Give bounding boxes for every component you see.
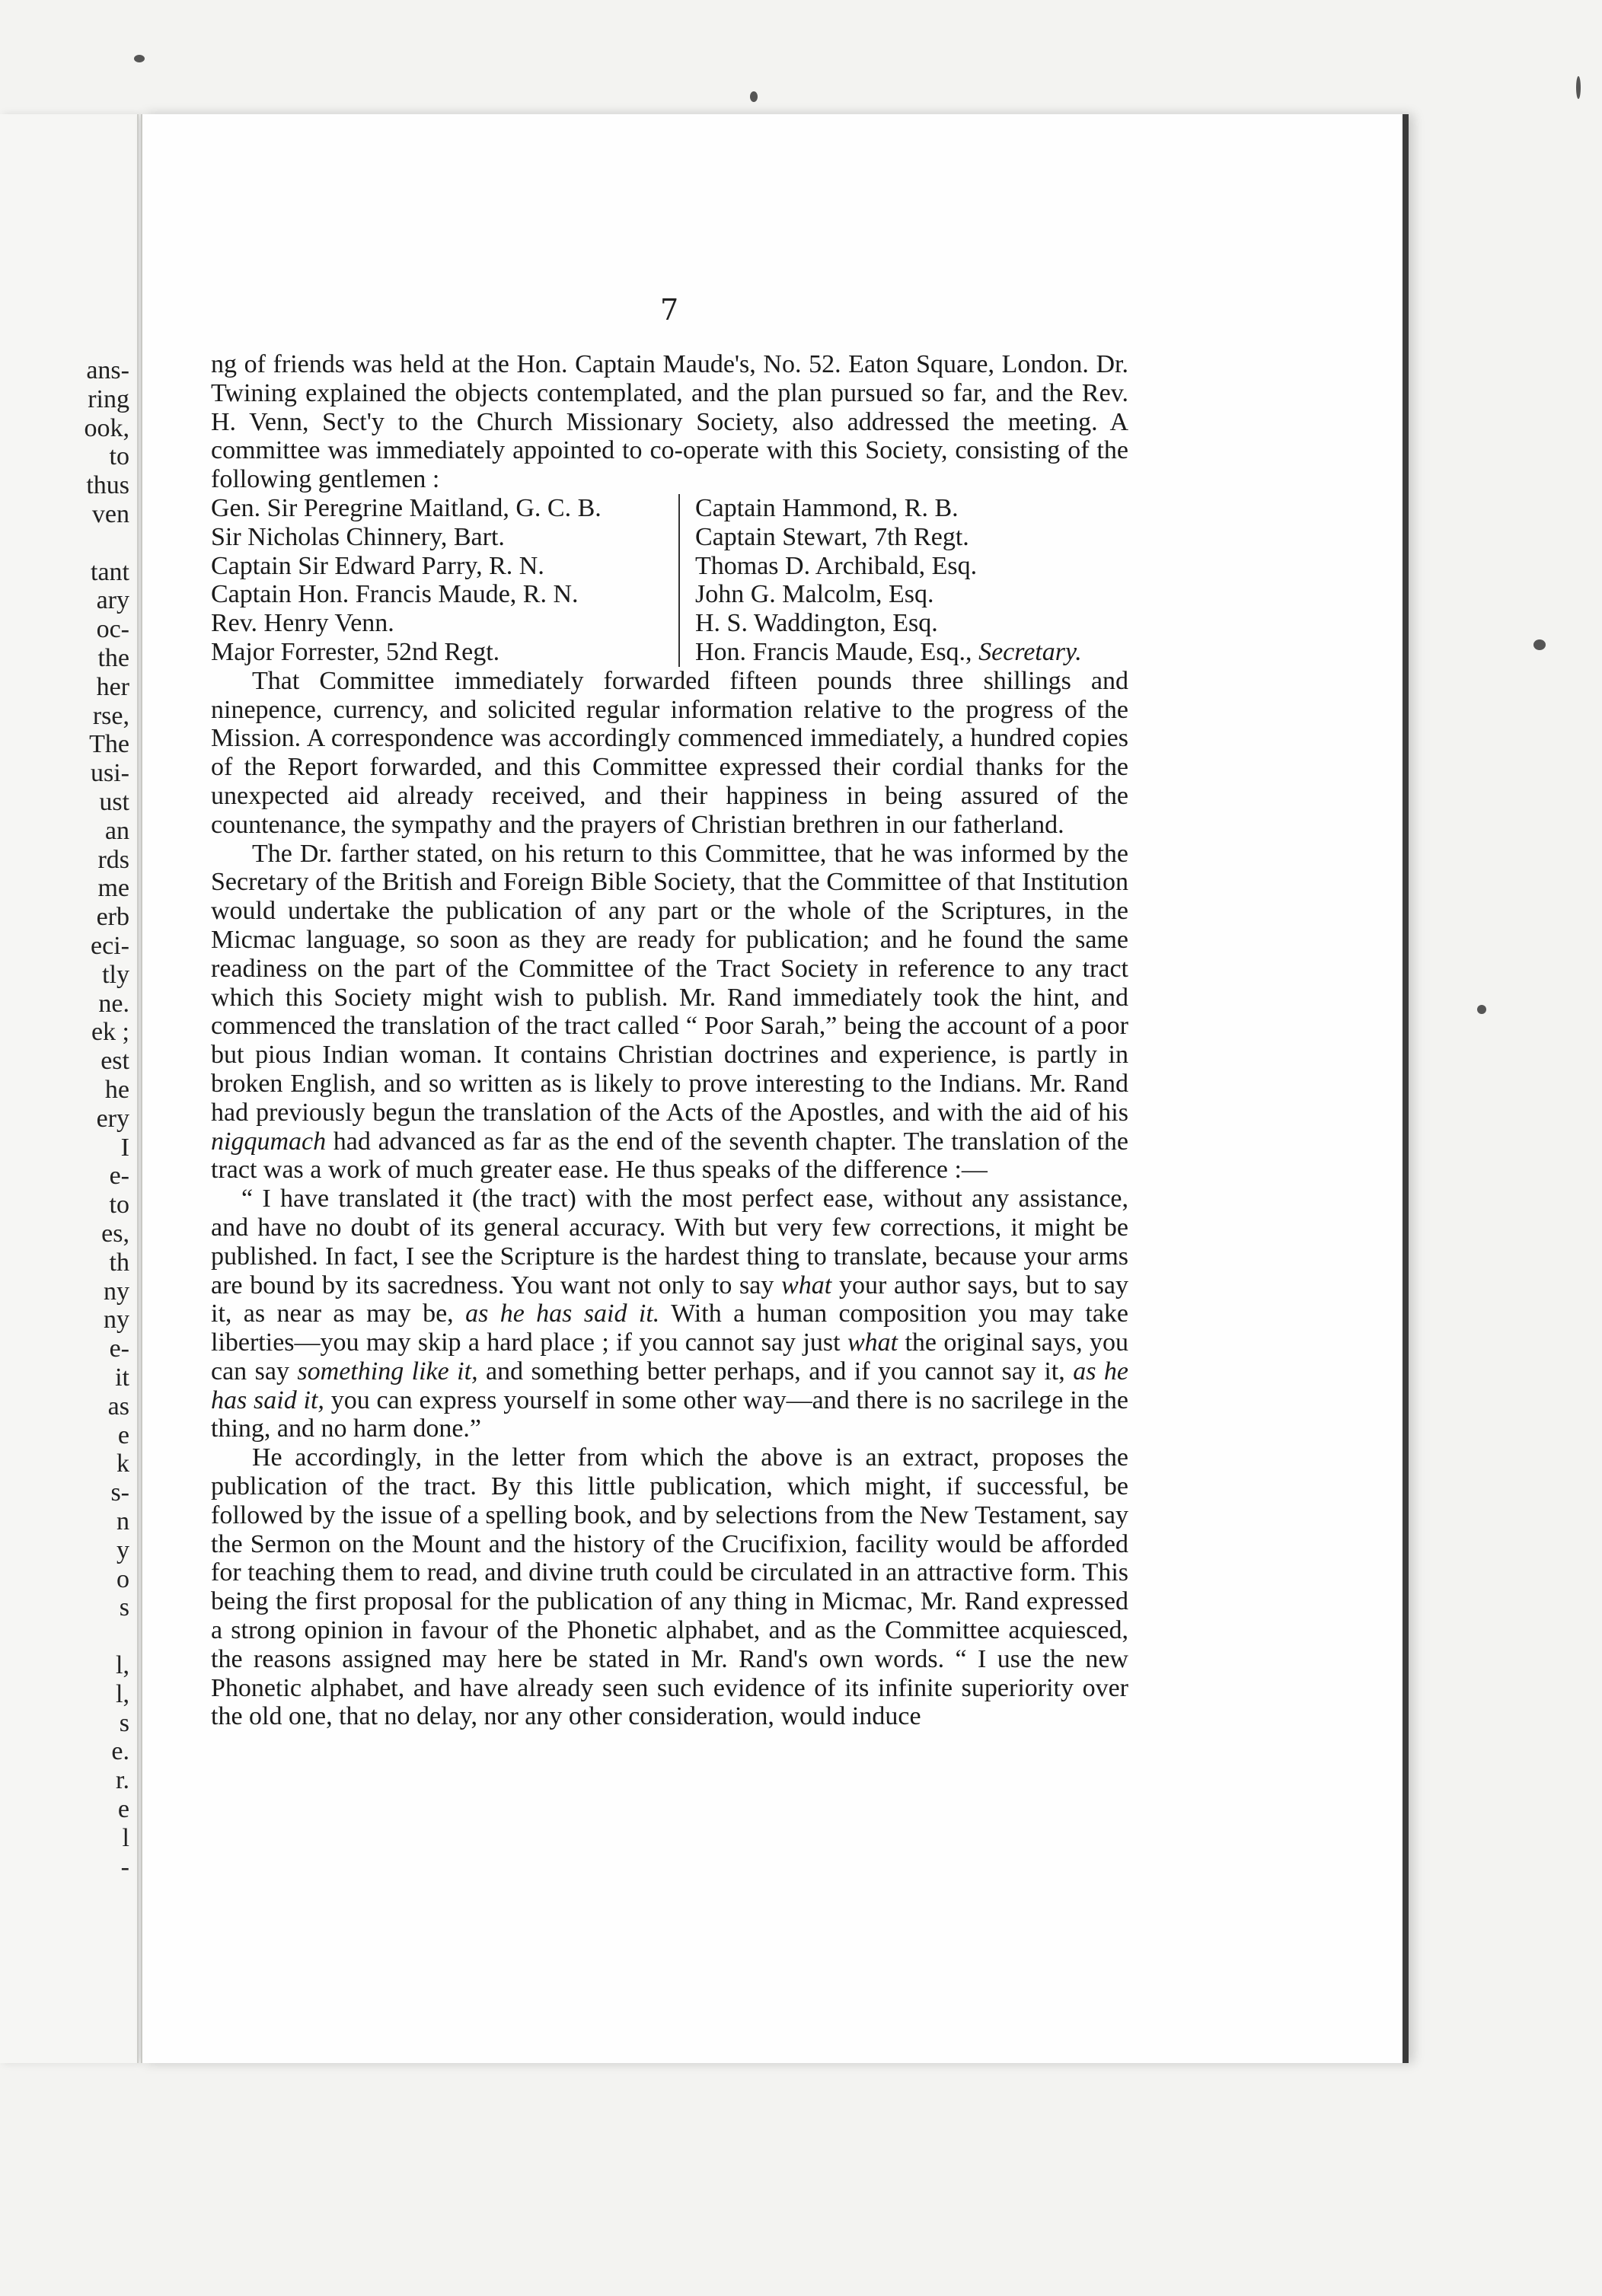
margin-fragment: her: [96, 672, 129, 701]
margin-fragment: e-: [109, 1162, 129, 1191]
margin-fragment: oc-: [96, 615, 129, 644]
margin-fragment: the: [97, 644, 129, 672]
previous-page-edge: [0, 114, 139, 2063]
committee-member: Captain Sir Edward Parry, R. N.: [211, 551, 544, 580]
margin-fragment: tant: [91, 557, 129, 586]
margin-fragment: usi-: [91, 759, 129, 788]
margin-fragment: e: [117, 1421, 129, 1449]
margin-fragment: ust: [99, 788, 129, 816]
margin-fragment: e: [117, 1795, 129, 1823]
margin-fragment: to: [109, 1191, 129, 1220]
margin-fragment: th: [109, 1248, 129, 1277]
margin-fragment: ring: [88, 384, 129, 413]
margin-fragment: l,: [116, 1679, 129, 1708]
margin-fragment: thus: [86, 471, 129, 500]
page-number: 7: [660, 293, 679, 327]
quote-text: your author says, but to say it, as near as may be,: [211, 1271, 1128, 1328]
margin-fragment: n: [116, 1507, 129, 1535]
quote-emphasis: what: [781, 1271, 832, 1299]
committee-member: Captain Hon. Francis Maude, R. N.: [211, 580, 579, 609]
margin-fragment: me: [97, 874, 129, 903]
paragraph-text: had advanced as far as the end of the seventh chapter. The translation of the tract was a work of much greater ease. He thus speaks of the difference :—: [211, 1127, 1128, 1185]
quote-text: With a human composition you may take liberties—you may skip a hard place ; if you cannot say just: [211, 1299, 1128, 1357]
dust-speck: [134, 55, 145, 62]
margin-fragment: eci-: [91, 932, 129, 960]
margin-fragment: ary: [96, 586, 129, 615]
committee-right-column: [680, 494, 1128, 667]
committee-member: John G. Malcolm, Esq.: [695, 580, 934, 609]
dust-speck: [1477, 1005, 1486, 1014]
committee-member: Thomas D. Archibald, Esq.: [695, 551, 978, 580]
margin-fragment: y: [116, 1535, 129, 1564]
paragraph-phonetic-alphabet: He accordingly, in the letter from which the above is an extract, proposes the publication of the tract. By this little publication, which might, if successful, be followed by the issue of a spelling book, and by selections from the New Testament, say the Sermon on the Mount and the history of the Crucifixion, facility would be afforded for teaching them to read, and divine truth could be circulated in an attractive form. This being the first proposal for the publication of any thing in Micmac, Mr. Rand expressed a strong opinion in favour of the Phonetic alphabet, and as the Committee acquiesced, the reasons assigned may here be stated in Mr. Rand's own words. “ I use the new Phonetic alphabet, and have already seen such evidence of its infinite superiority over the old one, that no delay, nor any other consideration, would induce: [211, 1443, 1128, 1731]
committee-member: Major Forrester, 52nd Regt.: [211, 637, 500, 666]
margin-fragment: e.: [111, 1737, 129, 1766]
margin-fragment: -: [120, 1852, 129, 1881]
margin-fragment: k: [116, 1449, 129, 1478]
margin-fragment: rse,: [92, 701, 129, 730]
margin-fragment: est: [101, 1047, 129, 1076]
quote-emphasis: what: [847, 1328, 898, 1357]
paragraph-committee-funds: That Committee immediately forwarded fifteen pounds three shillings and ninepence, currency, and solicited regular information relative to the progress of the Mission. A correspondence was accordingly commenced immediately, a hundred copies of the Report forwarded, and this Committee expressed their cordial thanks for the unexpected aid already received, and their happiness in being assured of the countenance, the sympathy and the prayers of Christian brethren in our fatherland.: [211, 666, 1128, 839]
paragraph-text: The Dr. farther stated, on his return to this Committee, that he was informed by the Secretary of the British and Foreign Bible Society, that the Committee of that Institution would undertake the publication of any part or the whole of the Scriptures, in the Micmac language, so soon as they are ready for publication; and he found the same readiness on the part of the Committee of the Tract Society in reference to any tract which this Society might wish to publish. Mr. Rand immediately took the hint, and commenced the translation of the tract called “ Poor Sarah,” being the account of a poor but pious Indian woman. It contains Christian doctrines and experience, is partly in broken English, and so written as is likely to prove interesting to the Indians. Mr. Rand had previously begun the translation of the Acts of the Apostles, and with the aid of his: [211, 839, 1128, 1127]
margin-fragment: e-: [109, 1335, 129, 1363]
margin-fragment: I: [120, 1133, 129, 1162]
page-body: [211, 350, 1128, 1731]
dust-speck: [1533, 639, 1546, 650]
committee-member: Sir Nicholas Chinnery, Bart.: [211, 522, 505, 551]
margin-fragment: it: [115, 1363, 129, 1392]
margin-fragment: es,: [101, 1220, 129, 1248]
quote-text: “ I have translated it (the tract) with the most perfect ease, without any assistance, and have no doubt of its general accuracy. With but very few corrections, it might be published. In fact, I see the Scripture is the hardest thing to translate, because your arms are bound by its sacredness. You want not only to say: [211, 1185, 1128, 1299]
quote-emphasis: as he has said it,: [211, 1357, 1128, 1414]
margin-fragment: ny: [104, 1277, 129, 1306]
margin-fragment: ny: [104, 1306, 129, 1335]
margin-fragment: The: [89, 730, 129, 759]
committee-member: H. S. Waddington, Esq.: [695, 609, 938, 638]
margin-fragment: ek ;: [91, 1018, 129, 1047]
margin-fragment: l: [122, 1823, 129, 1852]
committee-left-column: [211, 494, 680, 667]
quote-text: and something better perhaps, and if you cannot say it,: [477, 1357, 1074, 1386]
quotation-paragraph: [211, 1185, 1128, 1443]
margin-fragment: s-: [110, 1478, 129, 1507]
quote-text: the original says, you can say: [211, 1328, 1129, 1386]
committee-list: [211, 494, 1128, 667]
margin-fragment: s: [119, 1708, 129, 1737]
intro-paragraph: ng of friends was held at the Hon. Captain Maude's, No. 52. Eaton Square, London. Dr. Twining explained the objects contemplated, and the plan pursued so far, and the Rev. H. Venn, Sect'y to the Church Missionary Society, also addressed the meeting. A committee was immediately appointed to co-operate with this Society, consisting of the following gentlemen :: [211, 350, 1128, 494]
committee-member: Gen. Sir Peregrine Maitland, G. C. B.: [211, 493, 602, 522]
margin-fragment: he: [104, 1076, 129, 1104]
committee-secretary: [695, 638, 1128, 667]
committee-member: Captain Hammond, R. B.: [695, 493, 959, 522]
margin-fragment: ery: [96, 1104, 129, 1133]
margin-fragment: o: [116, 1564, 129, 1593]
margin-fragment: erb: [96, 903, 129, 932]
quote-emphasis: something like it,: [297, 1357, 478, 1386]
margin-fragment: tly: [102, 960, 129, 989]
margin-fragment: ven: [91, 500, 129, 528]
committee-member: Rev. Henry Venn.: [211, 609, 394, 638]
margin-fragment: ne.: [98, 989, 129, 1018]
dust-speck: [1576, 76, 1581, 99]
committee-member: Captain Stewart, 7th Regt.: [695, 522, 969, 551]
margin-fragment: as: [107, 1392, 129, 1421]
quote-text: you can express yourself in some other way—and there is no sacrilege in the thing, and no harm done.”: [211, 1386, 1128, 1443]
margin-fragment: r.: [116, 1766, 129, 1795]
dust-speck: [750, 91, 758, 102]
paragraph-bible-society: [211, 840, 1128, 1185]
secretary-name: Hon. Francis Maude, Esq.,: [695, 637, 979, 666]
margin-fragment: to: [109, 442, 129, 471]
secretary-title: Secretary.: [978, 637, 1082, 666]
margin-fragment: an: [104, 816, 129, 845]
quote-emphasis: as he has said it.: [465, 1299, 660, 1328]
margin-fragment: ook,: [84, 413, 129, 442]
margin-fragment: ans-: [86, 356, 129, 384]
margin-fragment: rds: [97, 845, 129, 874]
italic-word: nigqumach: [211, 1127, 327, 1156]
margin-fragment: l,: [116, 1651, 129, 1679]
margin-fragment: s: [119, 1593, 129, 1622]
